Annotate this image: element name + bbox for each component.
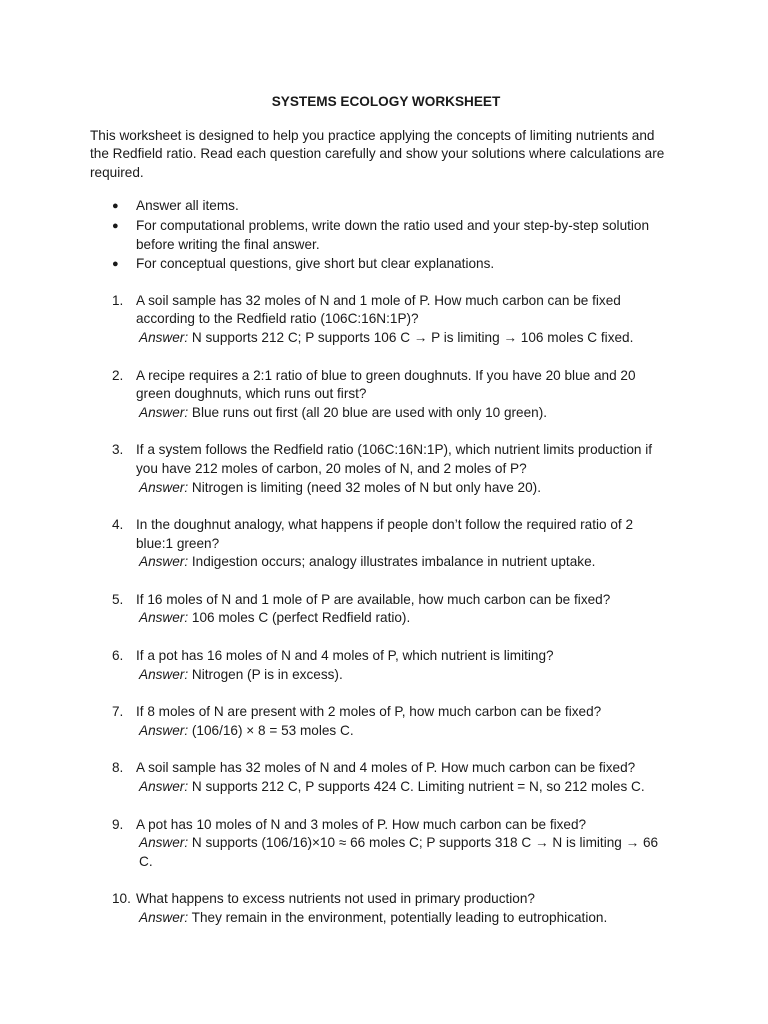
answer-line xyxy=(136,834,672,871)
answer-text: Nitrogen (P is in excess). xyxy=(191,666,343,682)
question-number: 4. xyxy=(112,517,124,533)
answer-line xyxy=(136,479,672,498)
answer-label: Answer: xyxy=(139,479,189,495)
instruction-text: For computational problems, write down the ratio used and your step-by-step solution before writing the final answer. xyxy=(136,217,650,252)
question-item xyxy=(90,890,672,927)
instruction-item xyxy=(90,255,672,274)
question-number: 2. xyxy=(112,367,124,383)
answer-label: Answer: xyxy=(139,329,189,345)
question-text: In the doughnut analogy, what happens if people don’t follow the required ratio of 2 blue:1 green? xyxy=(136,517,634,551)
question-text: A soil sample has 32 moles of N and 4 moles of P. How much carbon can be fixed? xyxy=(136,760,636,776)
answer-label: Answer: xyxy=(139,666,189,682)
answer-text: Blue runs out first (all 20 blue are used with only 10 green). xyxy=(191,404,548,420)
question-number: 9. xyxy=(112,816,124,832)
instruction-item xyxy=(90,197,672,216)
instructions-list xyxy=(90,197,672,273)
answer-line xyxy=(136,666,672,685)
answer-text: 106 moles C (perfect Redfield ratio). xyxy=(191,610,411,626)
answer-label: Answer: xyxy=(139,610,189,626)
question-number: 8. xyxy=(112,760,124,776)
answer-text: N supports 212 C, P supports 424 C. Limiting nutrient = N, so 212 moles C. xyxy=(191,779,645,795)
question-text: If 8 moles of N are present with 2 moles of P, how much carbon can be fixed? xyxy=(136,704,602,720)
answer-label: Answer: xyxy=(139,554,189,570)
instruction-text: For conceptual questions, give short but clear explanations. xyxy=(136,256,495,272)
question-text: A pot has 10 moles of N and 3 moles of P. How much carbon can be fixed? xyxy=(136,816,587,832)
answer-line xyxy=(136,722,672,741)
answer-label: Answer: xyxy=(139,910,189,925)
question-item xyxy=(90,703,672,740)
question-item xyxy=(90,516,672,572)
question-item xyxy=(90,292,672,348)
answer-label: Answer: xyxy=(139,779,189,795)
question-item xyxy=(90,647,672,684)
question-text: A soil sample has 32 moles of N and 1 mole of P. How much carbon can be fixed according to the Redfield ratio (106C:16N:1P)? xyxy=(136,292,621,327)
question-item xyxy=(90,816,672,872)
answer-text: N supports 212 C; P supports 106 C → P is limiting → 106 moles C fixed. xyxy=(191,329,634,345)
worksheet-title: SYSTEMS ECOLOGY WORKSHEET xyxy=(271,94,501,109)
question-text: A recipe requires a 2:1 ratio of blue to green doughnuts. If you have 20 blue and 20 green doughnuts, which runs out first? xyxy=(136,367,636,402)
answer-line xyxy=(136,778,672,797)
question-item xyxy=(90,759,672,796)
bullet-icon: ● xyxy=(112,219,119,232)
question-item xyxy=(90,441,672,497)
intro-paragraph: This worksheet is designed to help you practice applying the concepts of limiting nutrients and the Redfield ratio. Read each question carefully and show your solutions where calculations are required. xyxy=(90,127,665,180)
answer-line xyxy=(136,404,672,423)
answer-label: Answer: xyxy=(139,404,189,420)
answer-text: They remain in the environment, potentially leading to eutrophication. xyxy=(191,910,608,925)
question-text: If 16 moles of N and 1 mole of P are available, how much carbon can be fixed? xyxy=(136,591,611,607)
question-number: 10. xyxy=(112,891,131,907)
question-text: What happens to excess nutrients not used in primary production? xyxy=(136,891,535,907)
question-text: If a pot has 16 moles of N and 4 moles of P, which nutrient is limiting? xyxy=(136,648,554,664)
bullet-icon: ● xyxy=(112,200,119,213)
question-number: 7. xyxy=(112,704,124,720)
question-number: 5. xyxy=(112,591,124,607)
answer-line xyxy=(136,609,672,628)
question-text: If a system follows the Redfield ratio (106C:16N:1P), which nutrient limits production if you have 212 moles of carbon, 20 moles of N, and 2 moles of P? xyxy=(136,442,653,476)
question-number: 1. xyxy=(112,292,124,308)
answer-line xyxy=(136,909,672,928)
instruction-item xyxy=(90,217,672,254)
answer-label: Answer: xyxy=(139,835,189,851)
question-item xyxy=(90,591,672,628)
answer-text: N supports (106/16)×10 ≈ 66 moles C; P supports 318 C → N is limiting → 66 C. xyxy=(139,835,659,869)
questions-list xyxy=(90,292,672,928)
question-number: 3. xyxy=(112,442,124,458)
instruction-text: Answer all items. xyxy=(136,198,239,214)
answer-line xyxy=(136,329,672,348)
answer-line xyxy=(136,553,672,572)
question-item xyxy=(90,367,672,423)
answer-text: Nitrogen is limiting (need 32 moles of N but only have 20). xyxy=(191,479,541,495)
question-number: 6. xyxy=(112,648,124,664)
answer-label: Answer: xyxy=(139,722,189,738)
answer-text: Indigestion occurs; analogy illustrates imbalance in nutrient uptake. xyxy=(191,554,596,570)
bullet-icon: ● xyxy=(112,258,119,271)
answer-text: (106/16) × 8 = 53 moles C. xyxy=(191,722,354,738)
